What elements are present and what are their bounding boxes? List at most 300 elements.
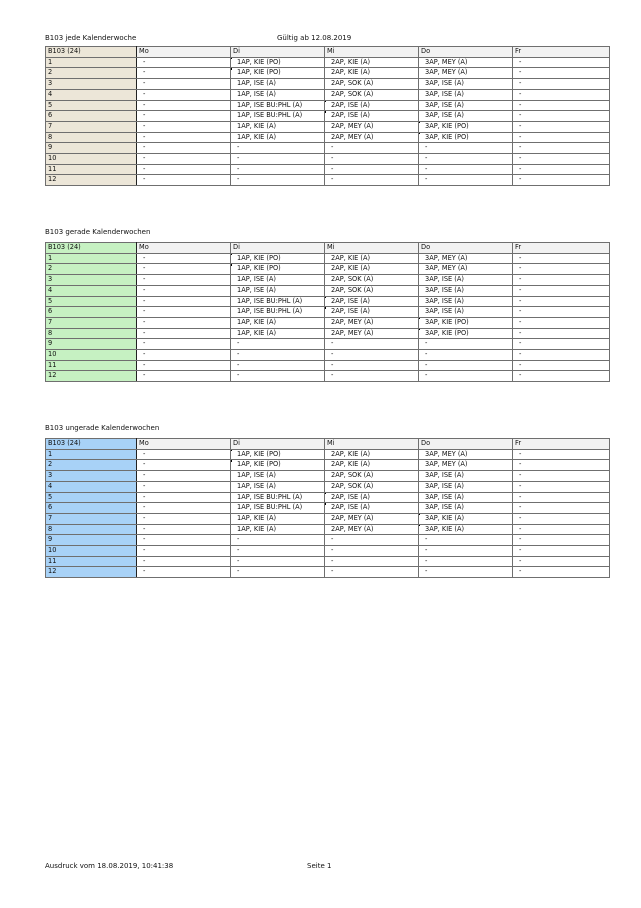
lesson-cell[interactable] <box>419 449 513 460</box>
lesson-text: - <box>331 556 334 565</box>
lesson-cell[interactable] <box>513 524 610 535</box>
lesson-cell[interactable] <box>231 89 325 100</box>
lesson-cell[interactable] <box>231 339 325 350</box>
lesson-cell[interactable] <box>137 328 231 339</box>
lesson-cell[interactable] <box>419 567 513 578</box>
lesson-text: 1AP, KIE (PO) <box>237 264 281 273</box>
lesson-cell[interactable] <box>419 535 513 546</box>
lesson-cell[interactable] <box>325 513 419 524</box>
lesson-cell[interactable] <box>137 264 231 275</box>
lesson-cell[interactable] <box>325 68 419 79</box>
lesson-cell[interactable] <box>419 154 513 165</box>
lesson-cell[interactable] <box>419 89 513 100</box>
table-row <box>46 253 610 264</box>
lesson-cell[interactable] <box>231 328 325 339</box>
lesson-cell[interactable] <box>419 350 513 361</box>
room-header: B103 (24) <box>46 47 137 58</box>
lesson-cell[interactable] <box>419 100 513 111</box>
lesson-cell[interactable] <box>513 460 610 471</box>
lesson-cell[interactable] <box>325 471 419 482</box>
cell-marker <box>419 328 420 330</box>
period-cell: 10 <box>46 154 137 165</box>
lesson-cell[interactable] <box>137 492 231 503</box>
lesson-cell[interactable] <box>325 264 419 275</box>
lesson-cell[interactable] <box>231 132 325 143</box>
lesson-cell[interactable] <box>419 57 513 68</box>
lesson-text: - <box>237 175 240 184</box>
cell-marker <box>325 503 326 505</box>
lesson-cell[interactable] <box>231 121 325 132</box>
period-cell: 1 <box>46 253 137 264</box>
lesson-cell[interactable] <box>231 556 325 567</box>
lesson-cell[interactable] <box>325 360 419 371</box>
lesson-cell[interactable] <box>513 275 610 286</box>
table-row <box>46 556 610 567</box>
page-number: Seite 1 <box>307 862 332 870</box>
lesson-cell[interactable] <box>513 481 610 492</box>
lesson-text: - <box>237 164 240 173</box>
lesson-text: 1AP, ISE (A) <box>237 89 276 98</box>
lesson-cell[interactable] <box>513 567 610 578</box>
lesson-cell[interactable] <box>137 79 231 90</box>
lesson-cell[interactable] <box>231 567 325 578</box>
lesson-cell[interactable] <box>325 449 419 460</box>
lesson-text: 1AP, KIE (A) <box>237 121 277 130</box>
lesson-cell[interactable] <box>325 121 419 132</box>
lesson-cell[interactable] <box>513 253 610 264</box>
lesson-cell[interactable] <box>137 285 231 296</box>
lesson-text: - <box>143 513 146 522</box>
table-row <box>46 492 610 503</box>
table-row <box>46 121 610 132</box>
lesson-cell[interactable] <box>513 164 610 175</box>
lesson-cell[interactable] <box>513 492 610 503</box>
lesson-text: 2AP, KIE (A) <box>331 253 371 262</box>
lesson-text: - <box>425 546 428 555</box>
period-cell: 6 <box>46 111 137 122</box>
lesson-text: - <box>331 360 334 369</box>
lesson-cell[interactable] <box>325 79 419 90</box>
lesson-cell[interactable] <box>419 285 513 296</box>
lesson-cell[interactable] <box>137 296 231 307</box>
lesson-text: - <box>237 567 240 576</box>
lesson-cell[interactable] <box>513 100 610 111</box>
lesson-cell[interactable] <box>419 253 513 264</box>
lesson-cell[interactable] <box>137 154 231 165</box>
lesson-cell[interactable] <box>419 275 513 286</box>
lesson-cell[interactable] <box>419 296 513 307</box>
lesson-cell[interactable] <box>419 264 513 275</box>
lesson-text: - <box>519 285 522 294</box>
lesson-cell[interactable] <box>325 339 419 350</box>
lesson-cell[interactable] <box>231 546 325 557</box>
lesson-cell[interactable] <box>325 175 419 186</box>
day-header: Do <box>419 243 513 254</box>
lesson-text: - <box>143 121 146 130</box>
lesson-cell[interactable] <box>419 524 513 535</box>
lesson-cell[interactable] <box>325 285 419 296</box>
lesson-cell[interactable] <box>513 328 610 339</box>
lesson-cell[interactable] <box>325 57 419 68</box>
lesson-cell[interactable] <box>231 154 325 165</box>
lesson-cell[interactable] <box>325 154 419 165</box>
lesson-cell[interactable] <box>231 317 325 328</box>
lesson-cell[interactable] <box>231 524 325 535</box>
lesson-cell[interactable] <box>325 481 419 492</box>
lesson-cell[interactable] <box>325 524 419 535</box>
lesson-cell[interactable] <box>325 546 419 557</box>
lesson-cell[interactable] <box>325 503 419 514</box>
lesson-text: - <box>519 79 522 88</box>
lesson-cell[interactable] <box>231 371 325 382</box>
lesson-cell[interactable] <box>513 339 610 350</box>
lesson-text: 3AP, MEY (A) <box>425 253 468 262</box>
lesson-cell[interactable] <box>419 471 513 482</box>
cell-marker <box>325 307 326 309</box>
lesson-text: - <box>143 57 146 66</box>
lesson-cell[interactable] <box>137 471 231 482</box>
lesson-cell[interactable] <box>419 121 513 132</box>
lesson-text: 2AP, MEY (A) <box>331 328 374 337</box>
lesson-cell[interactable] <box>137 317 231 328</box>
period-cell: 6 <box>46 307 137 318</box>
lesson-cell[interactable] <box>419 79 513 90</box>
lesson-cell[interactable] <box>137 481 231 492</box>
section-caption: B103 ungerade Kalenderwochen <box>45 424 160 432</box>
lesson-cell[interactable] <box>137 89 231 100</box>
period-cell: 5 <box>46 492 137 503</box>
lesson-text: - <box>143 350 146 359</box>
lesson-cell[interactable] <box>231 460 325 471</box>
lesson-cell[interactable] <box>513 121 610 132</box>
lesson-cell[interactable] <box>137 360 231 371</box>
lesson-text: - <box>143 154 146 163</box>
lesson-cell[interactable] <box>231 492 325 503</box>
lesson-cell[interactable] <box>137 350 231 361</box>
cell-marker <box>419 513 420 515</box>
lesson-cell[interactable] <box>137 132 231 143</box>
lesson-cell[interactable] <box>419 68 513 79</box>
lesson-text: - <box>331 164 334 173</box>
lesson-text: - <box>237 143 240 152</box>
lesson-text: - <box>143 307 146 316</box>
day-header: Mi <box>325 243 419 254</box>
lesson-text: 1AP, ISE (A) <box>237 285 276 294</box>
lesson-cell[interactable] <box>231 143 325 154</box>
lesson-cell[interactable] <box>231 449 325 460</box>
table-row <box>46 449 610 460</box>
lesson-cell[interactable] <box>419 175 513 186</box>
lesson-cell[interactable] <box>325 143 419 154</box>
lesson-cell[interactable] <box>325 89 419 100</box>
lesson-cell[interactable] <box>137 535 231 546</box>
lesson-cell[interactable] <box>419 339 513 350</box>
lesson-cell[interactable] <box>513 317 610 328</box>
lesson-cell[interactable] <box>137 111 231 122</box>
lesson-cell[interactable] <box>231 164 325 175</box>
lesson-cell[interactable] <box>513 89 610 100</box>
lesson-cell[interactable] <box>325 317 419 328</box>
lesson-text: - <box>331 154 334 163</box>
lesson-cell[interactable] <box>231 275 325 286</box>
lesson-cell[interactable] <box>137 307 231 318</box>
day-header: Fr <box>513 47 610 58</box>
lesson-text: 3AP, ISE (A) <box>425 79 464 88</box>
lesson-cell[interactable] <box>419 492 513 503</box>
lesson-text: - <box>519 460 522 469</box>
lesson-cell[interactable] <box>513 535 610 546</box>
lesson-cell[interactable] <box>231 307 325 318</box>
lesson-cell[interactable] <box>325 100 419 111</box>
table-row <box>46 296 610 307</box>
lesson-cell[interactable] <box>137 460 231 471</box>
lesson-text: - <box>519 371 522 380</box>
lesson-text: - <box>519 164 522 173</box>
lesson-text: - <box>519 513 522 522</box>
print-timestamp: Ausdruck vom 18.08.2019, 10:41:38 <box>45 862 174 870</box>
lesson-text: - <box>519 154 522 163</box>
lesson-cell[interactable] <box>137 121 231 132</box>
lesson-cell[interactable] <box>137 57 231 68</box>
lesson-cell[interactable] <box>137 503 231 514</box>
lesson-cell[interactable] <box>137 143 231 154</box>
lesson-text: 1AP, ISE BU:PHL (A) <box>237 492 303 501</box>
lesson-cell[interactable] <box>137 449 231 460</box>
lesson-cell[interactable] <box>231 481 325 492</box>
lesson-cell[interactable] <box>231 79 325 90</box>
cell-marker <box>419 317 420 319</box>
day-header: Mo <box>137 47 231 58</box>
lesson-cell[interactable] <box>419 132 513 143</box>
lesson-text: - <box>519 492 522 501</box>
period-cell: 11 <box>46 164 137 175</box>
lesson-text: - <box>143 535 146 544</box>
lesson-cell[interactable] <box>513 371 610 382</box>
lesson-cell[interactable] <box>513 132 610 143</box>
lesson-text: 3AP, KIE (PO) <box>425 121 469 130</box>
lesson-cell[interactable] <box>231 350 325 361</box>
lesson-text: 2AP, KIE (A) <box>331 57 371 66</box>
lesson-cell[interactable] <box>137 100 231 111</box>
lesson-cell[interactable] <box>231 360 325 371</box>
period-cell: 12 <box>46 371 137 382</box>
header-row <box>46 439 610 450</box>
lesson-cell[interactable] <box>419 513 513 524</box>
table-row <box>46 285 610 296</box>
lesson-cell[interactable] <box>325 307 419 318</box>
lesson-cell[interactable] <box>231 68 325 79</box>
lesson-text: - <box>519 307 522 316</box>
lesson-cell[interactable] <box>231 175 325 186</box>
lesson-text: - <box>331 535 334 544</box>
lesson-cell[interactable] <box>325 556 419 567</box>
lesson-cell[interactable] <box>137 556 231 567</box>
lesson-text: - <box>143 328 146 337</box>
lesson-cell[interactable] <box>137 339 231 350</box>
lesson-cell[interactable] <box>325 460 419 471</box>
lesson-cell[interactable] <box>325 371 419 382</box>
lesson-cell[interactable] <box>137 253 231 264</box>
lesson-cell[interactable] <box>137 164 231 175</box>
lesson-cell[interactable] <box>137 175 231 186</box>
cell-marker <box>231 253 232 255</box>
lesson-cell[interactable] <box>325 350 419 361</box>
lesson-text: 3AP, ISE (A) <box>425 307 464 316</box>
lesson-text: - <box>143 460 146 469</box>
lesson-cell[interactable] <box>513 307 610 318</box>
lesson-text: - <box>237 546 240 555</box>
lesson-text: - <box>143 143 146 152</box>
lesson-text: 1AP, ISE BU:PHL (A) <box>237 111 303 120</box>
lesson-cell[interactable] <box>325 535 419 546</box>
lesson-cell[interactable] <box>513 175 610 186</box>
table-row <box>46 264 610 275</box>
lesson-text: 1AP, KIE (PO) <box>237 57 281 66</box>
lesson-cell[interactable] <box>231 471 325 482</box>
lesson-text: - <box>519 546 522 555</box>
lesson-cell[interactable] <box>513 143 610 154</box>
lesson-cell[interactable] <box>419 111 513 122</box>
lesson-cell[interactable] <box>231 57 325 68</box>
lesson-cell[interactable] <box>419 481 513 492</box>
lesson-text: 3AP, ISE (A) <box>425 89 464 98</box>
lesson-cell[interactable] <box>419 360 513 371</box>
lesson-cell[interactable] <box>231 100 325 111</box>
lesson-cell[interactable] <box>231 111 325 122</box>
lesson-cell[interactable] <box>325 492 419 503</box>
lesson-cell[interactable] <box>231 535 325 546</box>
lesson-text: 2AP, ISE (A) <box>331 307 370 316</box>
lesson-cell[interactable] <box>513 296 610 307</box>
lesson-cell[interactable] <box>137 567 231 578</box>
lesson-text: 2AP, KIE (A) <box>331 68 371 77</box>
lesson-cell[interactable] <box>419 556 513 567</box>
table-row <box>46 567 610 578</box>
lesson-cell[interactable] <box>419 164 513 175</box>
lesson-cell[interactable] <box>513 350 610 361</box>
lesson-cell[interactable] <box>513 154 610 165</box>
lesson-cell[interactable] <box>513 57 610 68</box>
lesson-cell[interactable] <box>419 371 513 382</box>
period-cell: 1 <box>46 449 137 460</box>
lesson-cell[interactable] <box>513 360 610 371</box>
lesson-cell[interactable] <box>325 567 419 578</box>
lesson-cell[interactable] <box>137 275 231 286</box>
day-header: Di <box>231 47 325 58</box>
table-row <box>46 360 610 371</box>
table-row <box>46 350 610 361</box>
period-cell: 8 <box>46 328 137 339</box>
lesson-cell[interactable] <box>231 285 325 296</box>
lesson-cell[interactable] <box>419 307 513 318</box>
lesson-text: - <box>143 556 146 565</box>
period-cell: 4 <box>46 285 137 296</box>
lesson-cell[interactable] <box>231 503 325 514</box>
period-cell: 9 <box>46 535 137 546</box>
lesson-cell[interactable] <box>137 513 231 524</box>
lesson-cell[interactable] <box>513 546 610 557</box>
day-header: Mi <box>325 439 419 450</box>
lesson-text: - <box>143 481 146 490</box>
table-row <box>46 111 610 122</box>
cell-marker <box>231 57 232 59</box>
lesson-text: 3AP, KIE (A) <box>425 513 465 522</box>
lesson-text: - <box>425 350 428 359</box>
lesson-cell[interactable] <box>231 513 325 524</box>
lesson-text: 2AP, SOK (A) <box>331 275 374 284</box>
lesson-cell[interactable] <box>513 556 610 567</box>
lesson-cell[interactable] <box>513 68 610 79</box>
lesson-text: - <box>143 503 146 512</box>
lesson-cell[interactable] <box>419 546 513 557</box>
lesson-cell[interactable] <box>137 371 231 382</box>
table-row <box>46 503 610 514</box>
lesson-cell[interactable] <box>513 449 610 460</box>
lesson-cell[interactable] <box>419 460 513 471</box>
lesson-text: 1AP, ISE (A) <box>237 481 276 490</box>
lesson-cell[interactable] <box>137 546 231 557</box>
lesson-cell[interactable] <box>419 317 513 328</box>
lesson-cell[interactable] <box>419 143 513 154</box>
lesson-cell[interactable] <box>325 296 419 307</box>
lesson-text: - <box>519 89 522 98</box>
lesson-text: 2AP, SOK (A) <box>331 471 374 480</box>
lesson-text: 1AP, KIE (A) <box>237 132 277 141</box>
lesson-cell[interactable] <box>513 513 610 524</box>
lesson-text: 3AP, MEY (A) <box>425 264 468 273</box>
table-row <box>46 460 610 471</box>
lesson-text: - <box>143 296 146 305</box>
lesson-text: - <box>143 100 146 109</box>
lesson-cell[interactable] <box>137 68 231 79</box>
lesson-cell[interactable] <box>231 253 325 264</box>
lesson-cell[interactable] <box>231 296 325 307</box>
lesson-text: - <box>331 371 334 380</box>
lesson-cell[interactable] <box>325 164 419 175</box>
lesson-text: 3AP, ISE (A) <box>425 503 464 512</box>
lesson-cell[interactable] <box>513 503 610 514</box>
lesson-cell[interactable] <box>513 79 610 90</box>
lesson-text: - <box>143 79 146 88</box>
lesson-cell[interactable] <box>513 264 610 275</box>
period-cell: 5 <box>46 296 137 307</box>
lesson-cell[interactable] <box>325 253 419 264</box>
cell-marker <box>325 492 326 494</box>
lesson-text: - <box>425 360 428 369</box>
lesson-cell[interactable] <box>325 328 419 339</box>
lesson-cell[interactable] <box>513 285 610 296</box>
lesson-cell[interactable] <box>419 503 513 514</box>
period-cell: 7 <box>46 121 137 132</box>
lesson-text: 2AP, MEY (A) <box>331 513 374 522</box>
cell-marker <box>419 121 420 123</box>
lesson-cell[interactable] <box>419 328 513 339</box>
lesson-text: 1AP, KIE (A) <box>237 328 277 337</box>
lesson-cell[interactable] <box>325 275 419 286</box>
lesson-cell[interactable] <box>231 264 325 275</box>
lesson-cell[interactable] <box>325 132 419 143</box>
table-row <box>46 57 610 68</box>
lesson-cell[interactable] <box>325 111 419 122</box>
lesson-cell[interactable] <box>137 524 231 535</box>
lesson-text: 3AP, ISE (A) <box>425 471 464 480</box>
lesson-text: 1AP, KIE (A) <box>237 317 277 326</box>
day-header: Di <box>231 243 325 254</box>
lesson-cell[interactable] <box>513 111 610 122</box>
lesson-cell[interactable] <box>513 471 610 482</box>
period-cell: 1 <box>46 57 137 68</box>
lesson-text: 2AP, ISE (A) <box>331 100 370 109</box>
